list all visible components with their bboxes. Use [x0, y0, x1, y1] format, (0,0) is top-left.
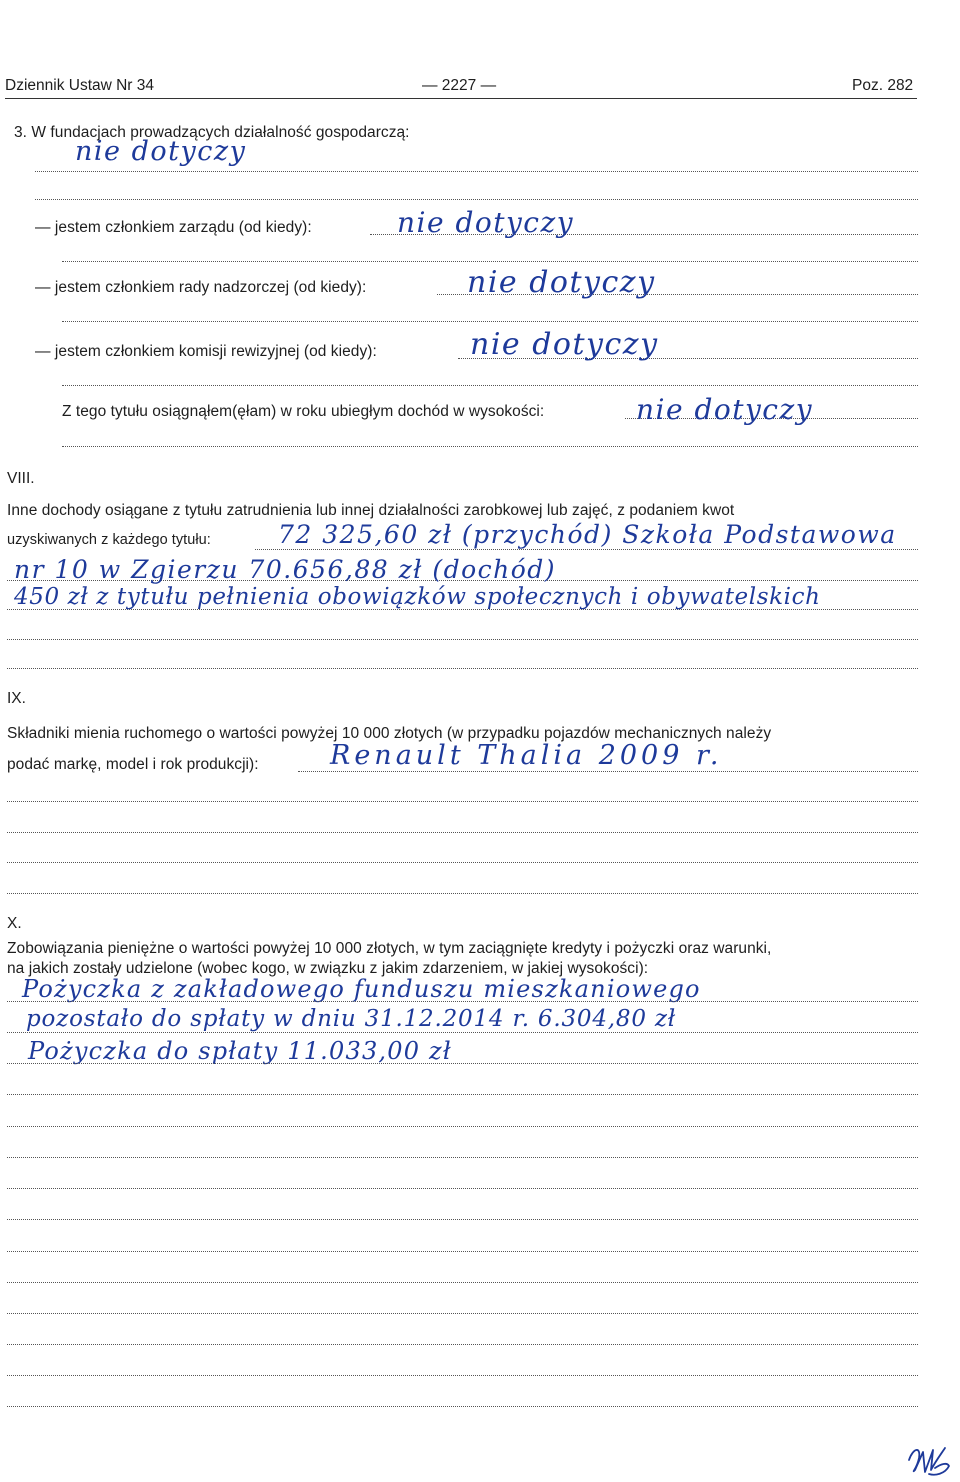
- supervisory-label: — jestem członkiem rady nadzorczej (od kiedy):: [35, 279, 367, 296]
- dotted-line: [7, 1126, 918, 1127]
- dotted-line: [7, 1406, 918, 1407]
- supervisory-answer: nie dotyczy: [467, 265, 656, 300]
- position-number: Poz. 282: [852, 77, 914, 94]
- dotted-line: [7, 1032, 918, 1033]
- income-answer: nie dotyczy: [636, 393, 814, 426]
- section-ix-answer-1: Renault Thalia 2009 r.: [330, 740, 723, 771]
- item-3-label: 3. W fundacjach prowadzących działalność gospodarczą:: [14, 124, 410, 141]
- section-x-answer-3: Pożyczka do spłaty 11.033,00 zł: [28, 1037, 452, 1065]
- dotted-line: [7, 801, 918, 802]
- board-label: — jestem członkiem zarządu (od kiedy):: [35, 219, 312, 236]
- dotted-line: [7, 1313, 918, 1314]
- section-viii-text-line2: uzyskiwanych z każdego tytułu:: [7, 532, 211, 548]
- section-viii-answer-1: 72 325,60 zł (przychód) Szkoła Podstawowa: [278, 520, 897, 549]
- item-3-answer: nie dotyczy: [75, 136, 247, 167]
- dotted-line: [7, 832, 918, 833]
- header-rule: [5, 98, 917, 99]
- dotted-line: [7, 1063, 918, 1064]
- dotted-line: [7, 1157, 918, 1158]
- dotted-line: [7, 1251, 918, 1252]
- audit-label: — jestem członkiem komisji rewizyjnej (od kiedy):: [35, 343, 377, 360]
- section-viii-answer-2: nr 10 w Zgierzu 70.656,88 zł (dochód): [14, 555, 557, 584]
- section-ix-number: IX.: [7, 690, 26, 707]
- dotted-line: [7, 1344, 918, 1345]
- dotted-line: [7, 1375, 918, 1376]
- section-x-text-line2: na jakich zostały udzielone (wobec kogo, w związku z jakim zdarzeniem, w jakiej wysokości):: [7, 960, 649, 977]
- dotted-line: [255, 549, 918, 550]
- dotted-line: [7, 893, 918, 894]
- dotted-line: [62, 385, 918, 386]
- dotted-line: [7, 1094, 918, 1095]
- signature-mark: [905, 1440, 951, 1478]
- page-number: — 2227 —: [422, 77, 497, 94]
- dotted-line: [7, 862, 918, 863]
- dotted-line: [298, 771, 918, 772]
- journal-title: Dziennik Ustaw Nr 34: [5, 77, 155, 94]
- dotted-line: [7, 1282, 918, 1283]
- section-x-answer-1: Pożyczka z zakładowego funduszu mieszkaniowego: [22, 975, 701, 1003]
- dotted-line: [35, 199, 918, 200]
- section-x-answer-2: pozostało do spłaty w dniu 31.12.2014 r. 6.304,80 zł: [26, 1006, 677, 1032]
- section-ix-text-line2: podać markę, model i rok produkcji):: [7, 756, 259, 773]
- dotted-line: [62, 446, 918, 447]
- dotted-line: [62, 321, 918, 322]
- dotted-line: [35, 171, 918, 172]
- audit-answer: nie dotyczy: [470, 327, 659, 362]
- section-x-text-line1: Zobowiązania pieniężne o wartości powyżej 10 000 złotych, w tym zaciągnięte kredyty i pożyczki oraz warunki,: [7, 940, 772, 957]
- section-viii-answer-3: 450 zł z tytułu pełnienia obowiązków społecznych i obywatelskich: [14, 584, 821, 610]
- dotted-line: [7, 1219, 918, 1220]
- dotted-line: [7, 1188, 918, 1189]
- dotted-line: [62, 261, 918, 262]
- section-ix-text-line1: Składniki mienia ruchomego o wartości powyżej 10 000 złotych (w przypadku pojazdów mechanicznych należy: [7, 725, 772, 742]
- income-label: Z tego tytułu osiągnąłem(ęłam) w roku ubiegłym dochód w wysokości:: [62, 403, 545, 420]
- section-x-number: X.: [7, 915, 22, 932]
- dotted-line: [7, 639, 918, 640]
- dotted-line: [7, 668, 918, 669]
- board-answer: nie dotyczy: [397, 206, 575, 239]
- section-viii-number: VIII.: [7, 470, 35, 487]
- section-viii-text-line1: Inne dochody osiągane z tytułu zatrudnienia lub innej działalności zarobkowej lub zajęć, z podaniem kwot: [7, 502, 735, 519]
- dotted-line: [7, 1001, 918, 1002]
